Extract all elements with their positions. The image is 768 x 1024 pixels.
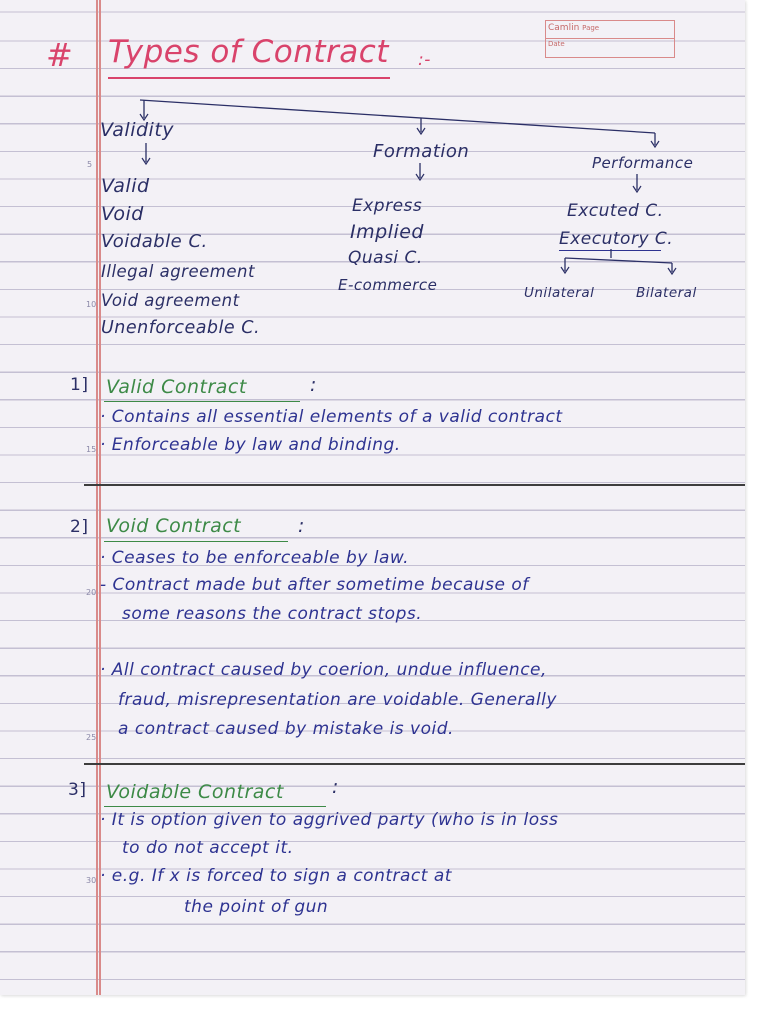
line-number: 20: [86, 588, 97, 597]
validity-item: Valid: [101, 175, 150, 197]
page-title: Types of Contract: [108, 34, 389, 70]
validity-item: Illegal agreement: [101, 262, 255, 281]
section-title-void: Void Contract: [106, 515, 242, 537]
section-line: · Ceases to be enforceable by law.: [100, 548, 410, 568]
line-number: 15: [86, 445, 97, 454]
title-suffix: :-: [418, 50, 431, 70]
formation-item: Quasi C.: [348, 248, 423, 268]
section-number: 3]: [68, 780, 87, 800]
validity-item: Void agreement: [101, 291, 240, 310]
validity-item: Void: [101, 203, 144, 225]
category-formation: Formation: [373, 141, 470, 162]
section-title-voidable: Voidable Contract: [106, 781, 284, 803]
line-number: 30: [86, 876, 97, 885]
section-colon: :: [298, 515, 305, 537]
section-line: · All contract caused by coerion, undue influence,: [100, 660, 547, 680]
section-divider: [84, 763, 745, 765]
section-number: 2]: [70, 517, 89, 537]
section-line: · e.g. If x is forced to sign a contract at: [100, 866, 452, 886]
section-number: 1]: [70, 375, 89, 395]
validity-item: Unenforceable C.: [101, 318, 261, 338]
performance-sub-item: Unilateral: [524, 285, 595, 301]
section-line: · Contains all essential elements of a valid contract: [100, 407, 563, 427]
section-colon: :: [310, 374, 317, 396]
section-title-underline: [104, 806, 326, 807]
performance-item: Executory C.: [559, 229, 674, 249]
stamp-brand: Camlin Page: [548, 23, 600, 33]
section-colon: :: [332, 776, 339, 798]
section-line: fraud, misrepresentation are voidable. Generally: [118, 690, 557, 710]
section-divider: [84, 484, 745, 486]
section-line: some reasons the contract stops.: [122, 604, 423, 624]
formation-item: Implied: [350, 221, 424, 243]
category-performance: Performance: [592, 154, 694, 172]
section-title-underline: [104, 541, 288, 542]
section-title-valid: Valid Contract: [106, 376, 247, 398]
performance-item: Excuted C.: [567, 201, 664, 221]
title-hash: #: [46, 36, 74, 74]
performance-sub-item: Bilateral: [636, 285, 697, 301]
section-line: to do not accept it.: [122, 838, 294, 858]
section-line: · It is option given to aggrived party (who is in loss: [100, 810, 559, 830]
classification-arrows: [0, 0, 745, 300]
section-line: - Contract made but after sometime because of: [100, 575, 529, 595]
line-number: 5: [87, 160, 93, 169]
line-number: 10: [86, 300, 97, 309]
formation-item: E-commerce: [338, 276, 438, 294]
section-title-underline: [104, 401, 300, 402]
section-line: a contract caused by mistake is void.: [118, 719, 454, 739]
section-line: · Enforceable by law and binding.: [100, 435, 401, 455]
stamp-date-label: Date: [548, 40, 565, 48]
line-number: 25: [86, 733, 97, 742]
formation-item: Express: [352, 196, 423, 216]
category-validity: Validity: [100, 119, 175, 141]
validity-item: Voidable C.: [101, 231, 208, 252]
section-line: the point of gun: [184, 897, 329, 917]
